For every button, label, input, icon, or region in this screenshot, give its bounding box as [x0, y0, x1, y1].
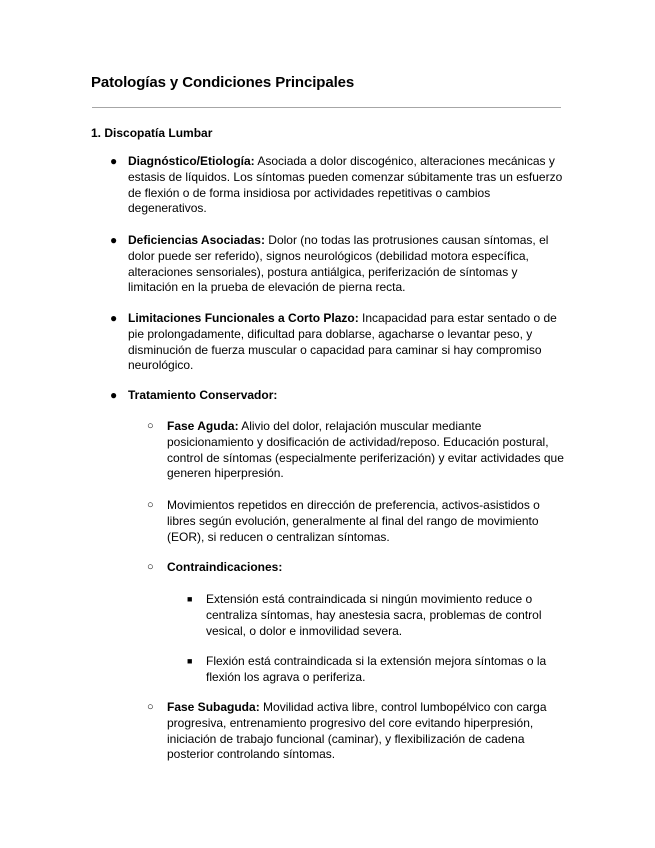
- list-item-movimientos: [167, 498, 567, 545]
- item-label: Fase Aguda:: [167, 419, 239, 433]
- list-item-limitaciones: [128, 311, 568, 374]
- bullet-icon: ○: [147, 701, 154, 713]
- list-item-extension: [206, 592, 551, 639]
- item-label: Limitaciones Funcionales a Corto Plazo:: [128, 311, 359, 325]
- bullet-icon: ●: [110, 311, 118, 325]
- item-text: Movilidad activa libre, control lumbopélvico con carga progresiva, entrenamiento progresivo del core evitando hiperpresión, iniciación de trabajo funcional (caminar), y flexibilización de cadena posterior controlando síntomas.: [167, 700, 547, 762]
- list-item-diagnostico: [128, 154, 568, 217]
- horizontal-divider: [92, 107, 561, 108]
- item-label: Fase Subaguda:: [167, 700, 260, 714]
- item-text: Incapacidad para estar sentado o de pie prolongadamente, dificultad para doblarse, agacharse o levantar peso, y disminución de fuerza muscular o capacidad para caminar si hay compromiso neurológico.: [128, 311, 557, 373]
- item-text: Extensión está contraindicada si ningún movimiento reduce o centraliza síntomas, hay anestesia sacra, problemas de control vesical, o dolor e inmovilidad severa.: [206, 592, 542, 638]
- list-item-fase-subaguda: [167, 700, 567, 763]
- list-item-flexion: [206, 654, 551, 686]
- bullet-icon: ●: [110, 233, 118, 247]
- item-label: Tratamiento Conservador:: [128, 388, 278, 402]
- list-item-deficiencias: [128, 233, 568, 296]
- list-item-tratamiento: [128, 388, 568, 404]
- item-text: Alivio del dolor, relajación muscular mediante posicionamiento y dosificación de actividad/reposo. Educación postural, control de síntomas (especialmente periferización) y evitar actividades que generen hiperpresión.: [167, 419, 564, 481]
- item-label: Deficiencias Asociadas:: [128, 233, 265, 247]
- bullet-icon: ○: [147, 499, 154, 511]
- bullet-icon: ■: [187, 656, 193, 666]
- item-text: Movimientos repetidos en dirección de preferencia, activos-asistidos o libres según evolución, generalmente al final del rango de movimiento (EOR), si reducen o centralizan síntomas.: [167, 498, 540, 544]
- item-text: Asociada a dolor discogénico, alteraciones mecánicas y estasis de líquidos. Los síntomas pueden comenzar súbitamente tras un esfuerzo de flexión o de forma insidiosa por actividades repetitivas o cambios degenerativos.: [128, 154, 563, 216]
- bullet-icon: ■: [187, 594, 193, 604]
- item-label: Contraindicaciones:: [167, 560, 283, 574]
- list-item-fase-aguda: [167, 419, 567, 482]
- item-text: Flexión está contraindicada si la extensión mejora síntomas o la flexión los agrava o periferiza.: [206, 654, 547, 684]
- bullet-icon: ●: [110, 154, 118, 168]
- item-label: Diagnóstico/Etiología:: [128, 154, 255, 168]
- item-text: Dolor (no todas las protrusiones causan síntomas, el dolor puede ser referido), signos neurológicos (debilidad motora específica, alteraciones sensoriales), postura antiálgica, periferización de síntomas y limitación en la prueba de elevación de pierna recta.: [128, 233, 549, 295]
- list-item-contraindicaciones: [167, 560, 567, 576]
- bullet-icon: ○: [147, 420, 154, 432]
- bullet-icon: ○: [147, 561, 154, 573]
- section-heading: 1. Discopatía Lumbar: [91, 126, 213, 140]
- bullet-icon: ●: [110, 388, 118, 402]
- document-title: Patologías y Condiciones Principales: [91, 74, 355, 91]
